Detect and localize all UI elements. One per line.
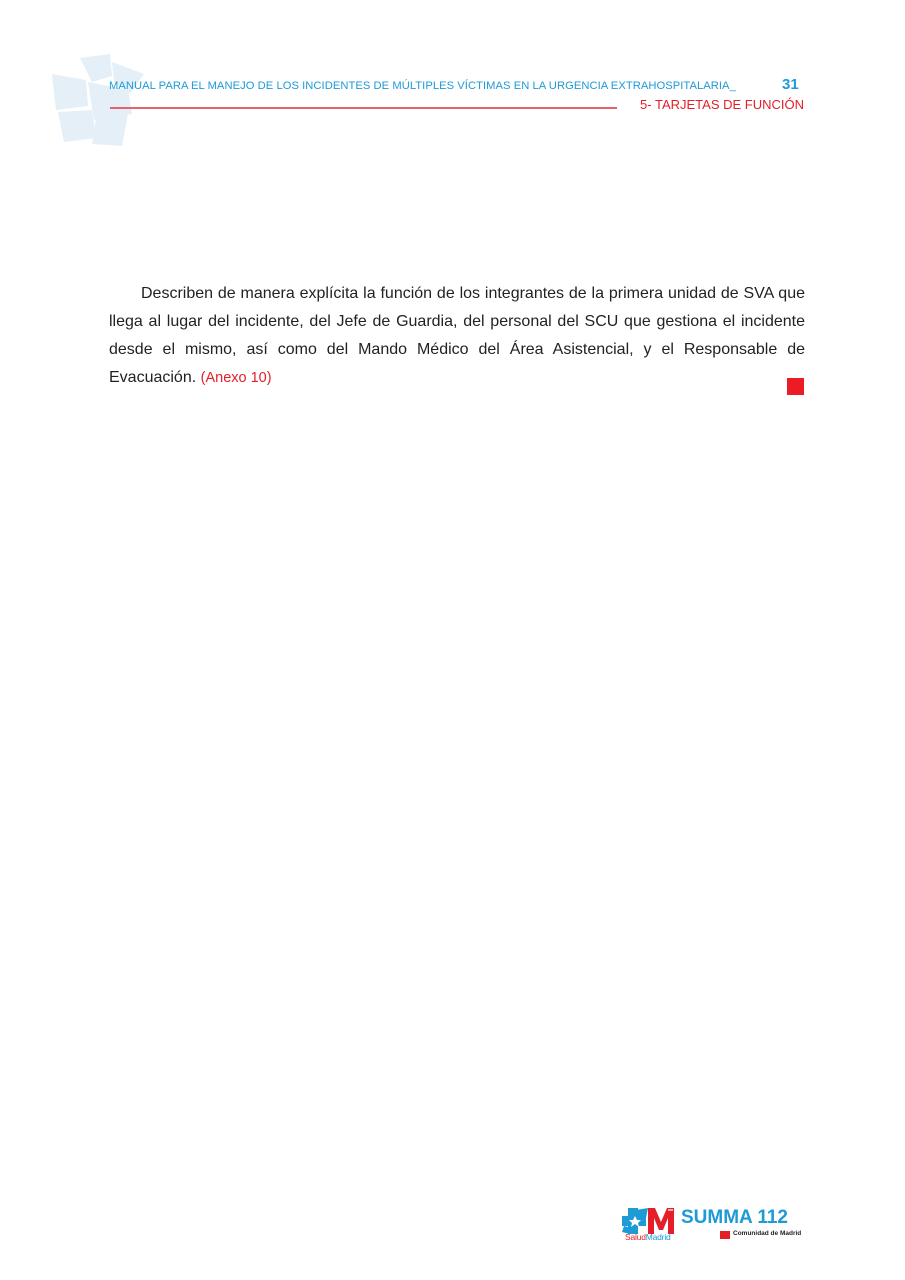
section-title: 5- TARJETAS DE FUNCIÓN — [640, 97, 804, 112]
running-title-text: MANUAL PARA EL MANEJO DE LOS INCIDENTES DE MÚLTIPLES VÍCTIMAS EN LA URGENCIA EXTRAHOSPITALARIA — [109, 80, 730, 92]
annex-reference-link[interactable]: (Anexo 10) — [200, 370, 272, 386]
footer-logos — [622, 1206, 812, 1246]
header-rule-divider — [110, 107, 617, 109]
document-running-title — [109, 80, 736, 92]
summa-112-logo-text: SUMMA 112 — [681, 1207, 788, 1228]
comunidad-madrid-label: Comunidad de Madrid — [733, 1230, 802, 1237]
body-paragraph — [109, 280, 805, 392]
salud-madrid-label: SaludMadrid — [625, 1232, 671, 1242]
watermark-cross-icon — [52, 54, 152, 146]
section-end-mark — [787, 378, 804, 395]
comunidad-madrid-flag-icon — [720, 1231, 730, 1239]
page-number: 31 — [782, 76, 799, 93]
salud-madrid-logo-icon — [622, 1208, 677, 1234]
running-title-separator: _ — [729, 80, 736, 92]
body-paragraph-text: Describen de manera explícita la función de los integrantes de la primera unidad de SVA que llega al lugar del incidente, del Jefe de Guardia, del personal del SCU que gestiona el incidente desde el mismo, así como del Mando Médico del Área Asistencial, y el Responsable de Evacuación. — [109, 285, 805, 386]
